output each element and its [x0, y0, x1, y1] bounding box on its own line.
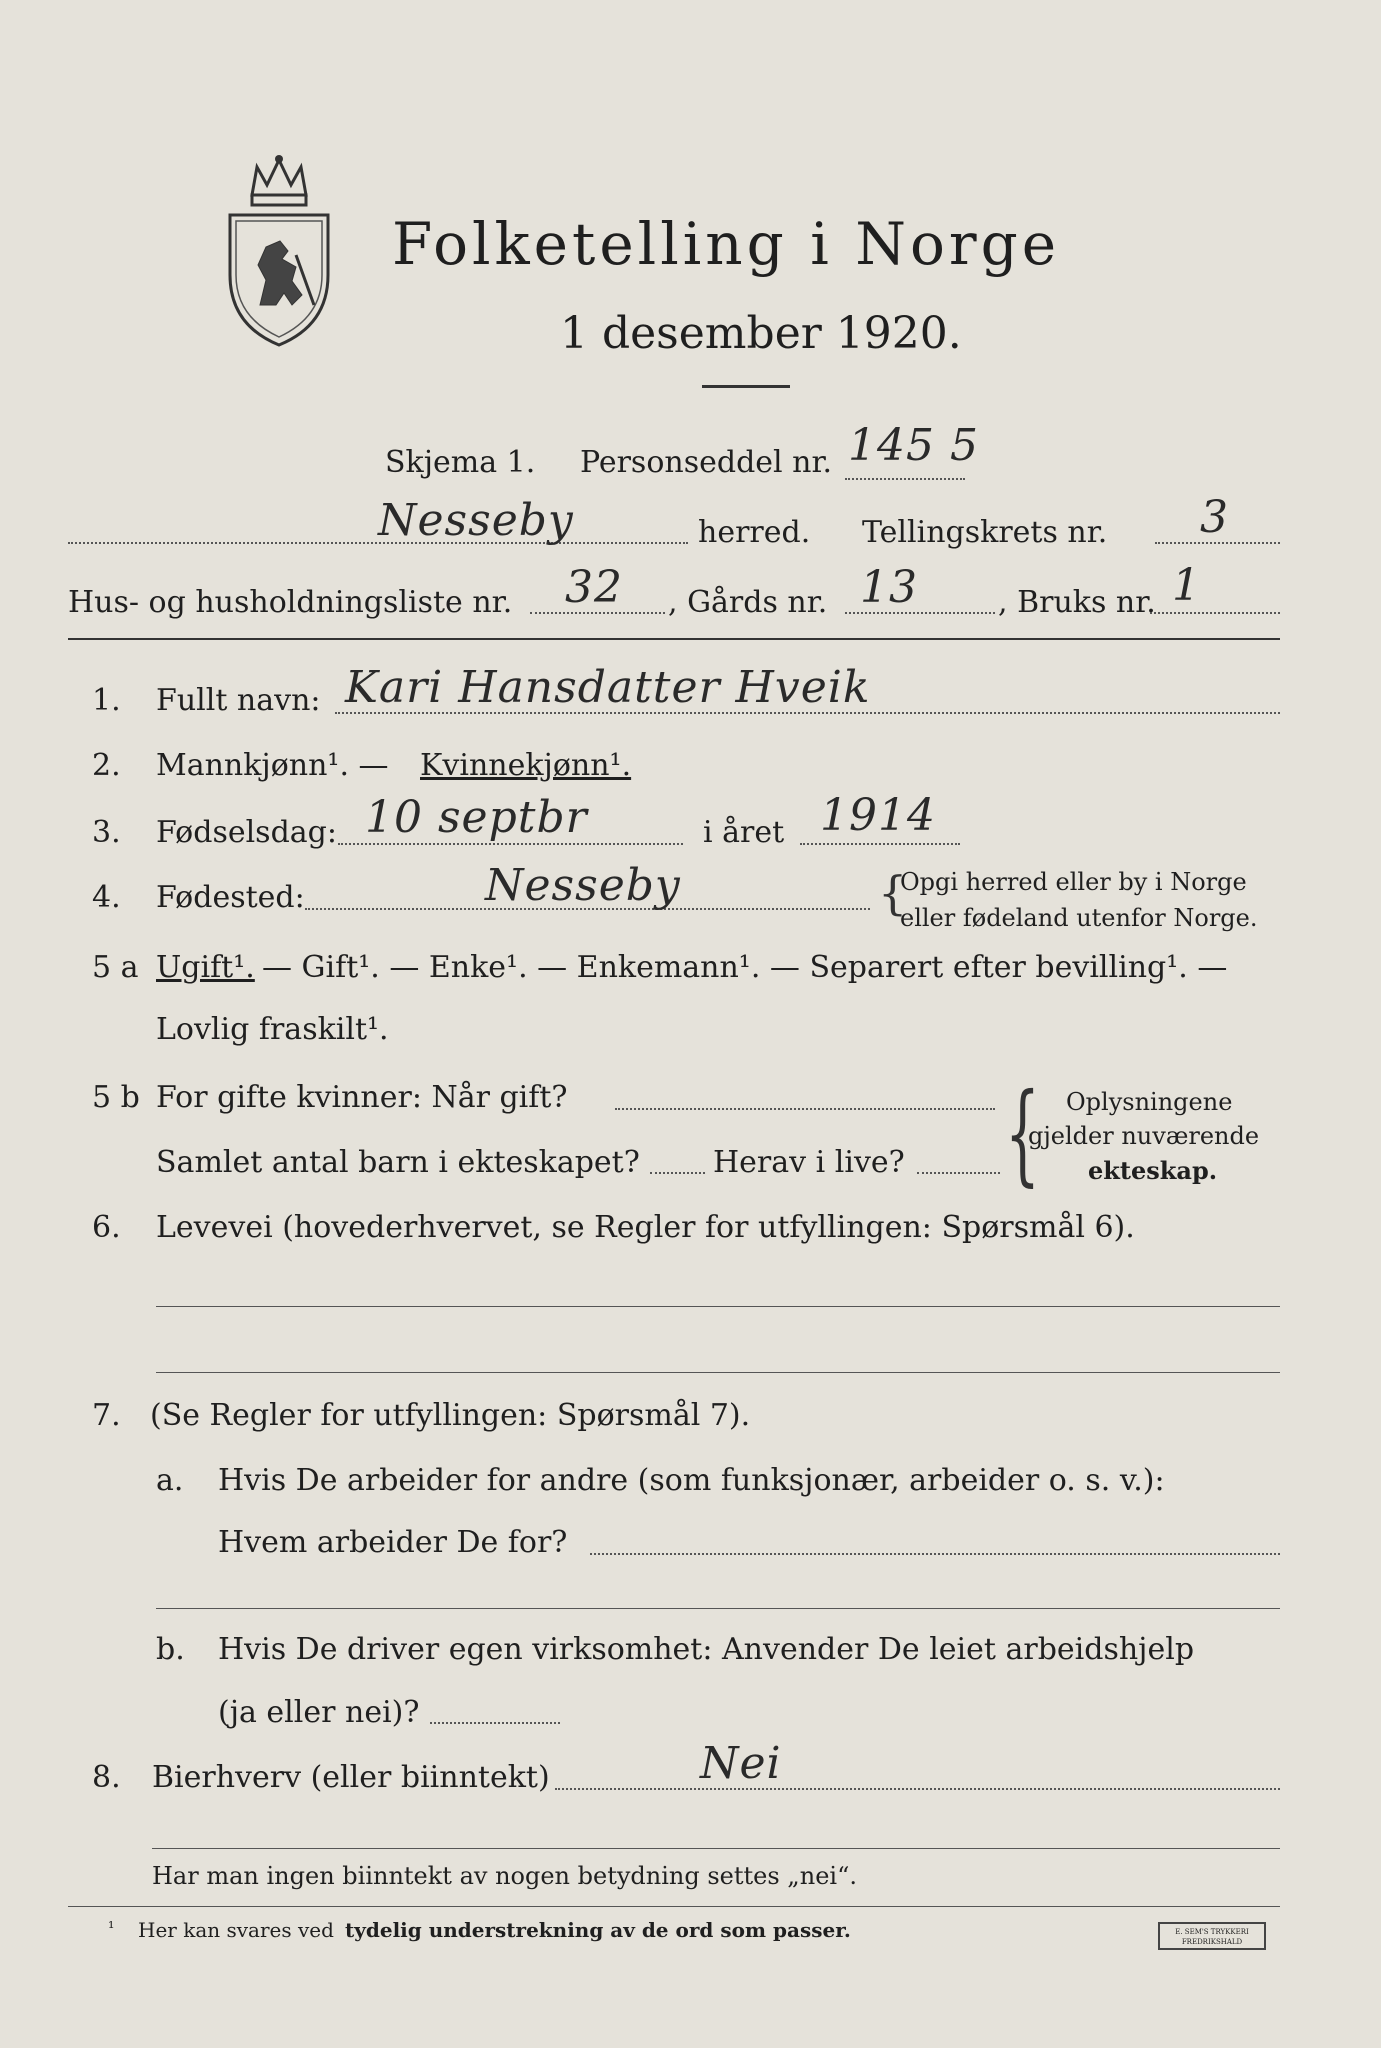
footnote-text-2: tydelig understrekning av de ord som passer.: [345, 1918, 851, 1942]
tellingskrets-value[interactable]: 3: [1200, 492, 1229, 543]
herred-value[interactable]: Nesseby: [378, 495, 574, 546]
skjema-label: Skjema 1.: [385, 445, 536, 480]
q4-note-line1: Opgi herred eller by i Norge: [900, 868, 1247, 896]
q5b-number: 5 b: [92, 1080, 140, 1115]
footnote-number: ¹: [108, 1918, 115, 1937]
q7b-label2: (ja eller nei)?: [218, 1695, 420, 1730]
q3-label: Fødselsdag:: [156, 815, 337, 850]
q6-answer-line-1[interactable]: [156, 1306, 1280, 1307]
q6-label: Levevei (hovederhvervet, se Regler for utfyllingen: Spørsmål 6).: [156, 1210, 1135, 1245]
printer-stamp: E. SEM'S TRYKKERI FREDRIKSHALD: [1158, 1922, 1266, 1950]
q8-answer-line-2[interactable]: [152, 1848, 1280, 1849]
birthplace-value[interactable]: Nesseby: [485, 860, 681, 911]
q5b-note-line1: Oplysningene: [1066, 1088, 1233, 1116]
q3-year-label: i året: [703, 815, 785, 850]
q7-number: 7.: [92, 1398, 121, 1433]
herred-label: herred.: [698, 515, 811, 550]
hus-value[interactable]: 32: [565, 562, 623, 613]
gards-label: , Gårds nr.: [668, 585, 828, 620]
side-income-value[interactable]: Nei: [700, 1738, 782, 1789]
form-title: Folketelling i Norge: [392, 210, 1061, 278]
q7a-answer-line[interactable]: [590, 1553, 1280, 1555]
q2-male-option[interactable]: Mannkjønn¹. —: [156, 748, 389, 783]
q5b-label-married: For gifte kvinner: Når gift?: [156, 1080, 568, 1115]
tellingskrets-label: Tellingskrets nr.: [862, 515, 1108, 550]
norwegian-lion-coat-of-arms-icon: [222, 155, 337, 350]
census-form: Folketelling i Norge 1 desember 1920. Skjema 1. Personseddel nr. 145 5 Nesseby herred. Tellingskrets nr. 3 Hus- og husholdningsliste nr. 32 , Gårds nr. 13 , Bruks nr. 1 1. Fullt navn: Kari Hansdatter Hveik 2. Mannkjønn¹. — Kvinnekjønn¹. 3. Fødselsdag: 10 septbr i året 1914 4. Fødested: Nesseby { Opgi herred eller by i Norge eller fødeland utenfor Norge. 5 a Ugift¹. — Gift¹. — Enke¹. — Enkemann¹. — Separert efter bevilling¹. — Lovlig fraskilt¹. 5 b For gifte kvinner: Når gift? Samlet antal barn i ekteskapet? Herav i live? { Oplysningene gjelder nuværende ekteskap. 6. Levevei (hovederhvervet, se Regler for utfyllingen: Spørsmål 6). 7. (Se Regler for utfyllingen: Spørsmål 7). a. Hvis De arbeider for andre (som funksjonær, arbeider o. s. v.): Hvem arbeider De for? b. Hvis De driver egen virksomhet: Anvender De leiet arbeidshjelp (ja eller nei)? 8. Bierhverv (eller biinntekt) Nei Har man ingen biinntekt av nogen betydning settes „nei“. ¹ Her kan svares ved tydelig understrekning av de ord som passer. E. SEM'S TRYKKERI FREDRIKSHALD: [0, 0, 1381, 2048]
q1-label: Fullt navn:: [156, 683, 321, 718]
q5a-ugift-option-selected[interactable]: Ugift¹.: [156, 950, 255, 985]
q3-number: 3.: [92, 815, 121, 850]
q8-number: 8.: [92, 1760, 121, 1795]
q7a-label2: Hvem arbeider De for?: [218, 1525, 568, 1560]
q1-number: 1.: [92, 683, 121, 718]
q6-number: 6.: [92, 1210, 121, 1245]
q8-label: Bierhverv (eller biinntekt): [152, 1760, 550, 1795]
q8-note: Har man ingen biinntekt av nogen betydning settes „nei“.: [152, 1862, 857, 1890]
q5a-line2[interactable]: Lovlig fraskilt¹.: [156, 1012, 389, 1047]
q7b-letter: b.: [156, 1632, 185, 1667]
header-divider: [68, 638, 1280, 640]
q7a-answer-line-2[interactable]: [156, 1608, 1280, 1609]
hus-label: Hus- og husholdningsliste nr.: [68, 585, 513, 620]
personseddel-label: Personseddel nr.: [580, 445, 833, 480]
q5b-note-line3: ekteskap.: [1088, 1156, 1218, 1185]
q5a-other-options[interactable]: — Gift¹. — Enke¹. — Enkemann¹. — Separert efter bevilling¹. —: [262, 950, 1228, 985]
bruks-value[interactable]: 1: [1172, 560, 1201, 611]
q5b-label-children: Samlet antal barn i ekteskapet?: [156, 1145, 640, 1180]
q4-label: Fødested:: [156, 880, 305, 915]
q7b-answer-line[interactable]: [430, 1722, 560, 1724]
form-date: 1 desember 1920.: [560, 308, 962, 359]
gards-value[interactable]: 13: [860, 562, 918, 613]
q5b-label-alive: Herav i live?: [713, 1145, 905, 1180]
birthday-value[interactable]: 10 septbr: [365, 792, 588, 843]
q4-note-line2: eller fødeland utenfor Norge.: [900, 904, 1258, 932]
q7a-label: Hvis De arbeider for andre (som funksjonær, arbeider o. s. v.):: [218, 1463, 1165, 1498]
q6-answer-line-2[interactable]: [156, 1372, 1280, 1373]
bruks-label: , Bruks nr.: [998, 585, 1156, 620]
q7a-letter: a.: [156, 1463, 184, 1498]
full-name-value[interactable]: Kari Hansdatter Hveik: [345, 662, 871, 713]
birth-year-value[interactable]: 1914: [820, 790, 936, 841]
title-divider: [702, 385, 790, 388]
footnote-divider: [68, 1906, 1280, 1907]
q7-label: (Se Regler for utfyllingen: Spørsmål 7).: [150, 1398, 751, 1433]
footnote-text-1: Her kan svares ved: [138, 1918, 334, 1942]
q4-number: 4.: [92, 880, 121, 915]
q7b-label: Hvis De driver egen virksomhet: Anvender De leiet arbeidshjelp: [218, 1632, 1195, 1667]
q2-number: 2.: [92, 748, 121, 783]
personseddel-value[interactable]: 145 5: [848, 420, 979, 471]
q5b-note-line2: gjelder nuværende: [1028, 1122, 1260, 1150]
q5a-number: 5 a: [92, 950, 139, 985]
q2-female-option-selected[interactable]: Kvinnekjønn¹.: [420, 748, 632, 783]
